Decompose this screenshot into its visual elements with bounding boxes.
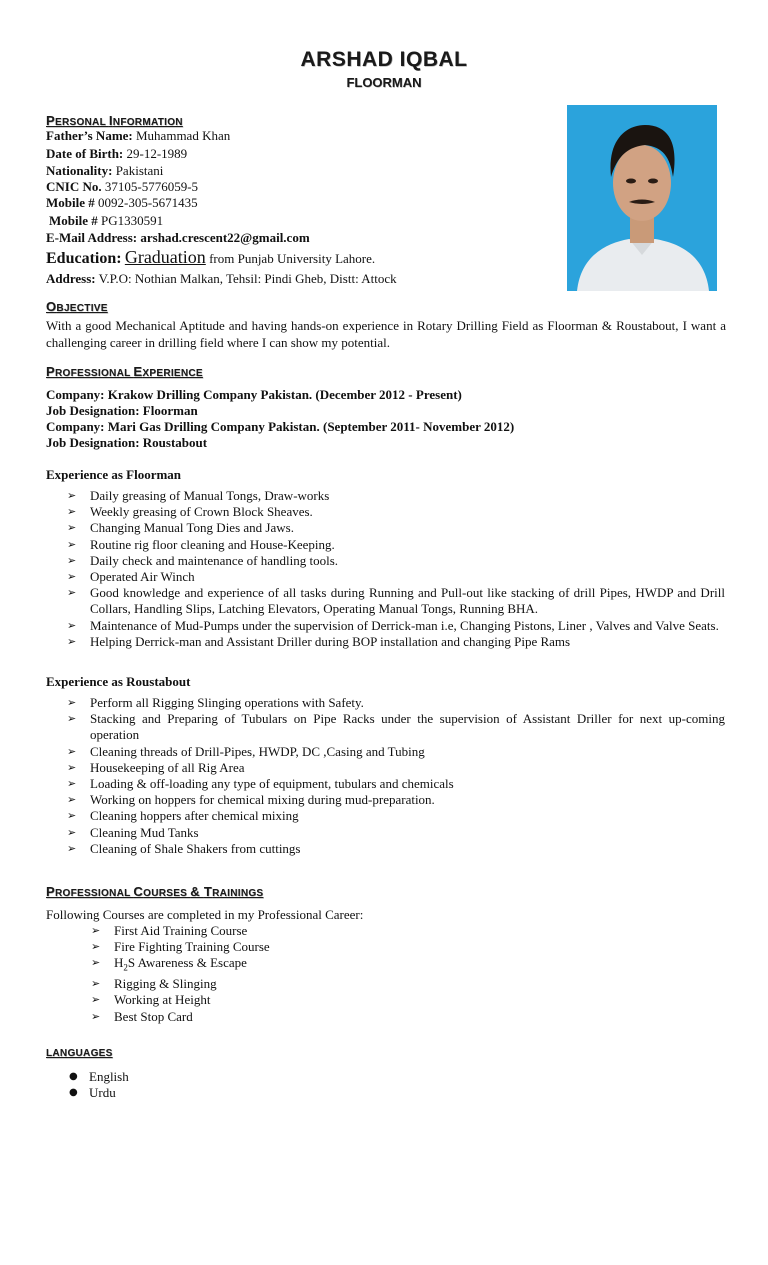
professional-experience-heading: PROFESSIONAL EXPERIENCE: [46, 364, 203, 379]
father-name-row: Father’s Name: Muhammad Khan: [46, 128, 231, 143]
list-item: ➢ Working on hoppers for chemical mixing during mud-preparation.: [67, 792, 435, 808]
list-item: ➢ Operated Air Winch: [67, 569, 195, 585]
roustabout-experience-title: Experience as Roustabout: [46, 674, 191, 689]
floorman-experience-title: Experience as Floorman: [46, 467, 182, 482]
objective-text: With a good Mechanical Aptitude and having hands-on experience in Rotary Drilling Field as Floorman & Roustabout, I want a challenging career in drilling field where I can show my potential.: [46, 318, 726, 350]
candidate-title: FLOORMAN: [346, 75, 422, 90]
list-item: ● English: [69, 1069, 129, 1084]
designation-2: Job Designation: Roustabout: [46, 435, 208, 450]
list-item: ➢ Cleaning hoppers after chemical mixing: [67, 808, 299, 824]
personal-information-heading: PERSONAL INFORMATION: [46, 113, 183, 128]
list-item: ➢ Good knowledge and experience of all tasks during Running and Pull-out like stacking of drill Pipes, HWDP and Drill Collars, Handling Slips, Latching Elevators, Operating Manual Tongs, Running BHA.: [67, 585, 725, 617]
list-item: ➢ Daily greasing of Manual Tongs, Draw-works: [67, 488, 330, 503]
list-item: ➢ Cleaning Mud Tanks: [67, 824, 199, 840]
candidate-name: ARSHAD IQBAL: [300, 48, 468, 71]
list-item: ➢ Working at Height: [91, 992, 211, 1008]
list-item: ➢ First Aid Training Course: [91, 923, 248, 938]
courses-heading: PROFESSIONAL COURSES & TRAININGS: [46, 884, 264, 899]
education-row: Education: Graduation from Punjab University Lahore.: [46, 247, 376, 267]
courses-intro: Following Courses are completed in my Professional Career:: [46, 907, 364, 922]
nationality-row: Nationality: Pakistani: [46, 163, 164, 178]
profile-photo: [567, 105, 717, 291]
company-2: Company: Mari Gas Drilling Company Pakistan. (September 2011- November 2012): [46, 419, 515, 434]
list-item: ➢ Weekly greasing of Crown Block Sheaves.: [67, 504, 313, 520]
list-item: ➢ Fire Fighting Training Course: [91, 939, 270, 955]
portrait-illustration: [567, 105, 717, 291]
courses-list: [91, 923, 491, 1025]
languages-list: [67, 1069, 367, 1101]
list-item: ➢ Stacking and Preparing of Tubulars on Pipe Racks under the supervision of Assistant Driller for next up-coming operation: [67, 711, 725, 743]
list-item: ➢ Cleaning threads of Drill-Pipes, HWDP, DC ,Casing and Tubing: [67, 743, 425, 759]
cnic-row: CNIC No. 37105-5776059-5: [46, 179, 199, 194]
list-item: ➢ Cleaning of Shale Shakers from cuttings: [67, 840, 301, 856]
list-item: ➢ Daily check and maintenance of handling tools.: [67, 552, 339, 568]
list-item: ➢ Helping Derrick-man and Assistant Driller during BOP installation and changing Pipe Rams: [67, 633, 571, 649]
list-item: ● Urdu: [69, 1085, 116, 1101]
email-row: E-Mail Address: arshad.crescent22@gmail.com: [46, 230, 310, 245]
address-row: Address: V.P.O: Nothian Malkan, Tehsil: Pindi Gheb, Distt: Attock: [46, 271, 397, 286]
mobile2-row: Mobile # PG1330591: [49, 213, 164, 228]
list-item: ➢ $H_2S$ Awareness & Escape: [91, 955, 247, 973]
mobile-row: Mobile # 0092-305-5671435: [46, 195, 198, 210]
designation-1: Job Designation: Floorman: [46, 403, 198, 418]
company-1: Company: Krakow Drilling Company Pakistan. (December 2012 - Present): [46, 387, 462, 402]
list-item: ➢ Perform all Rigging Slinging operations with Safety.: [67, 695, 364, 710]
list-item: ➢ Maintenance of Mud-Pumps under the supervision of Derrick-man i.e, Changing Pistons, Liner , Valves and Valve Seats.: [67, 617, 719, 633]
dob-row: Date of Birth: 29-12-1989: [46, 146, 188, 161]
list-item: ➢ Best Stop Card: [91, 1008, 193, 1024]
objective-heading: OBJECTIVE: [46, 299, 108, 314]
list-item: ➢ Loading & off-loading any type of equipment, tubulars and chemicals: [67, 776, 454, 792]
roustabout-duties-list: [67, 695, 725, 857]
list-item: ➢ Housekeeping of all Rig Area: [67, 759, 245, 775]
list-item: ➢ Routine rig floor cleaning and House-Keeping.: [67, 536, 335, 552]
list-item: ➢ Changing Manual Tong Dies and Jaws.: [67, 520, 294, 536]
list-item: ➢ Rigging & Slinging: [91, 976, 217, 992]
languages-heading: LANGUAGES: [46, 1048, 113, 1059]
floorman-duties-list: [67, 488, 725, 650]
